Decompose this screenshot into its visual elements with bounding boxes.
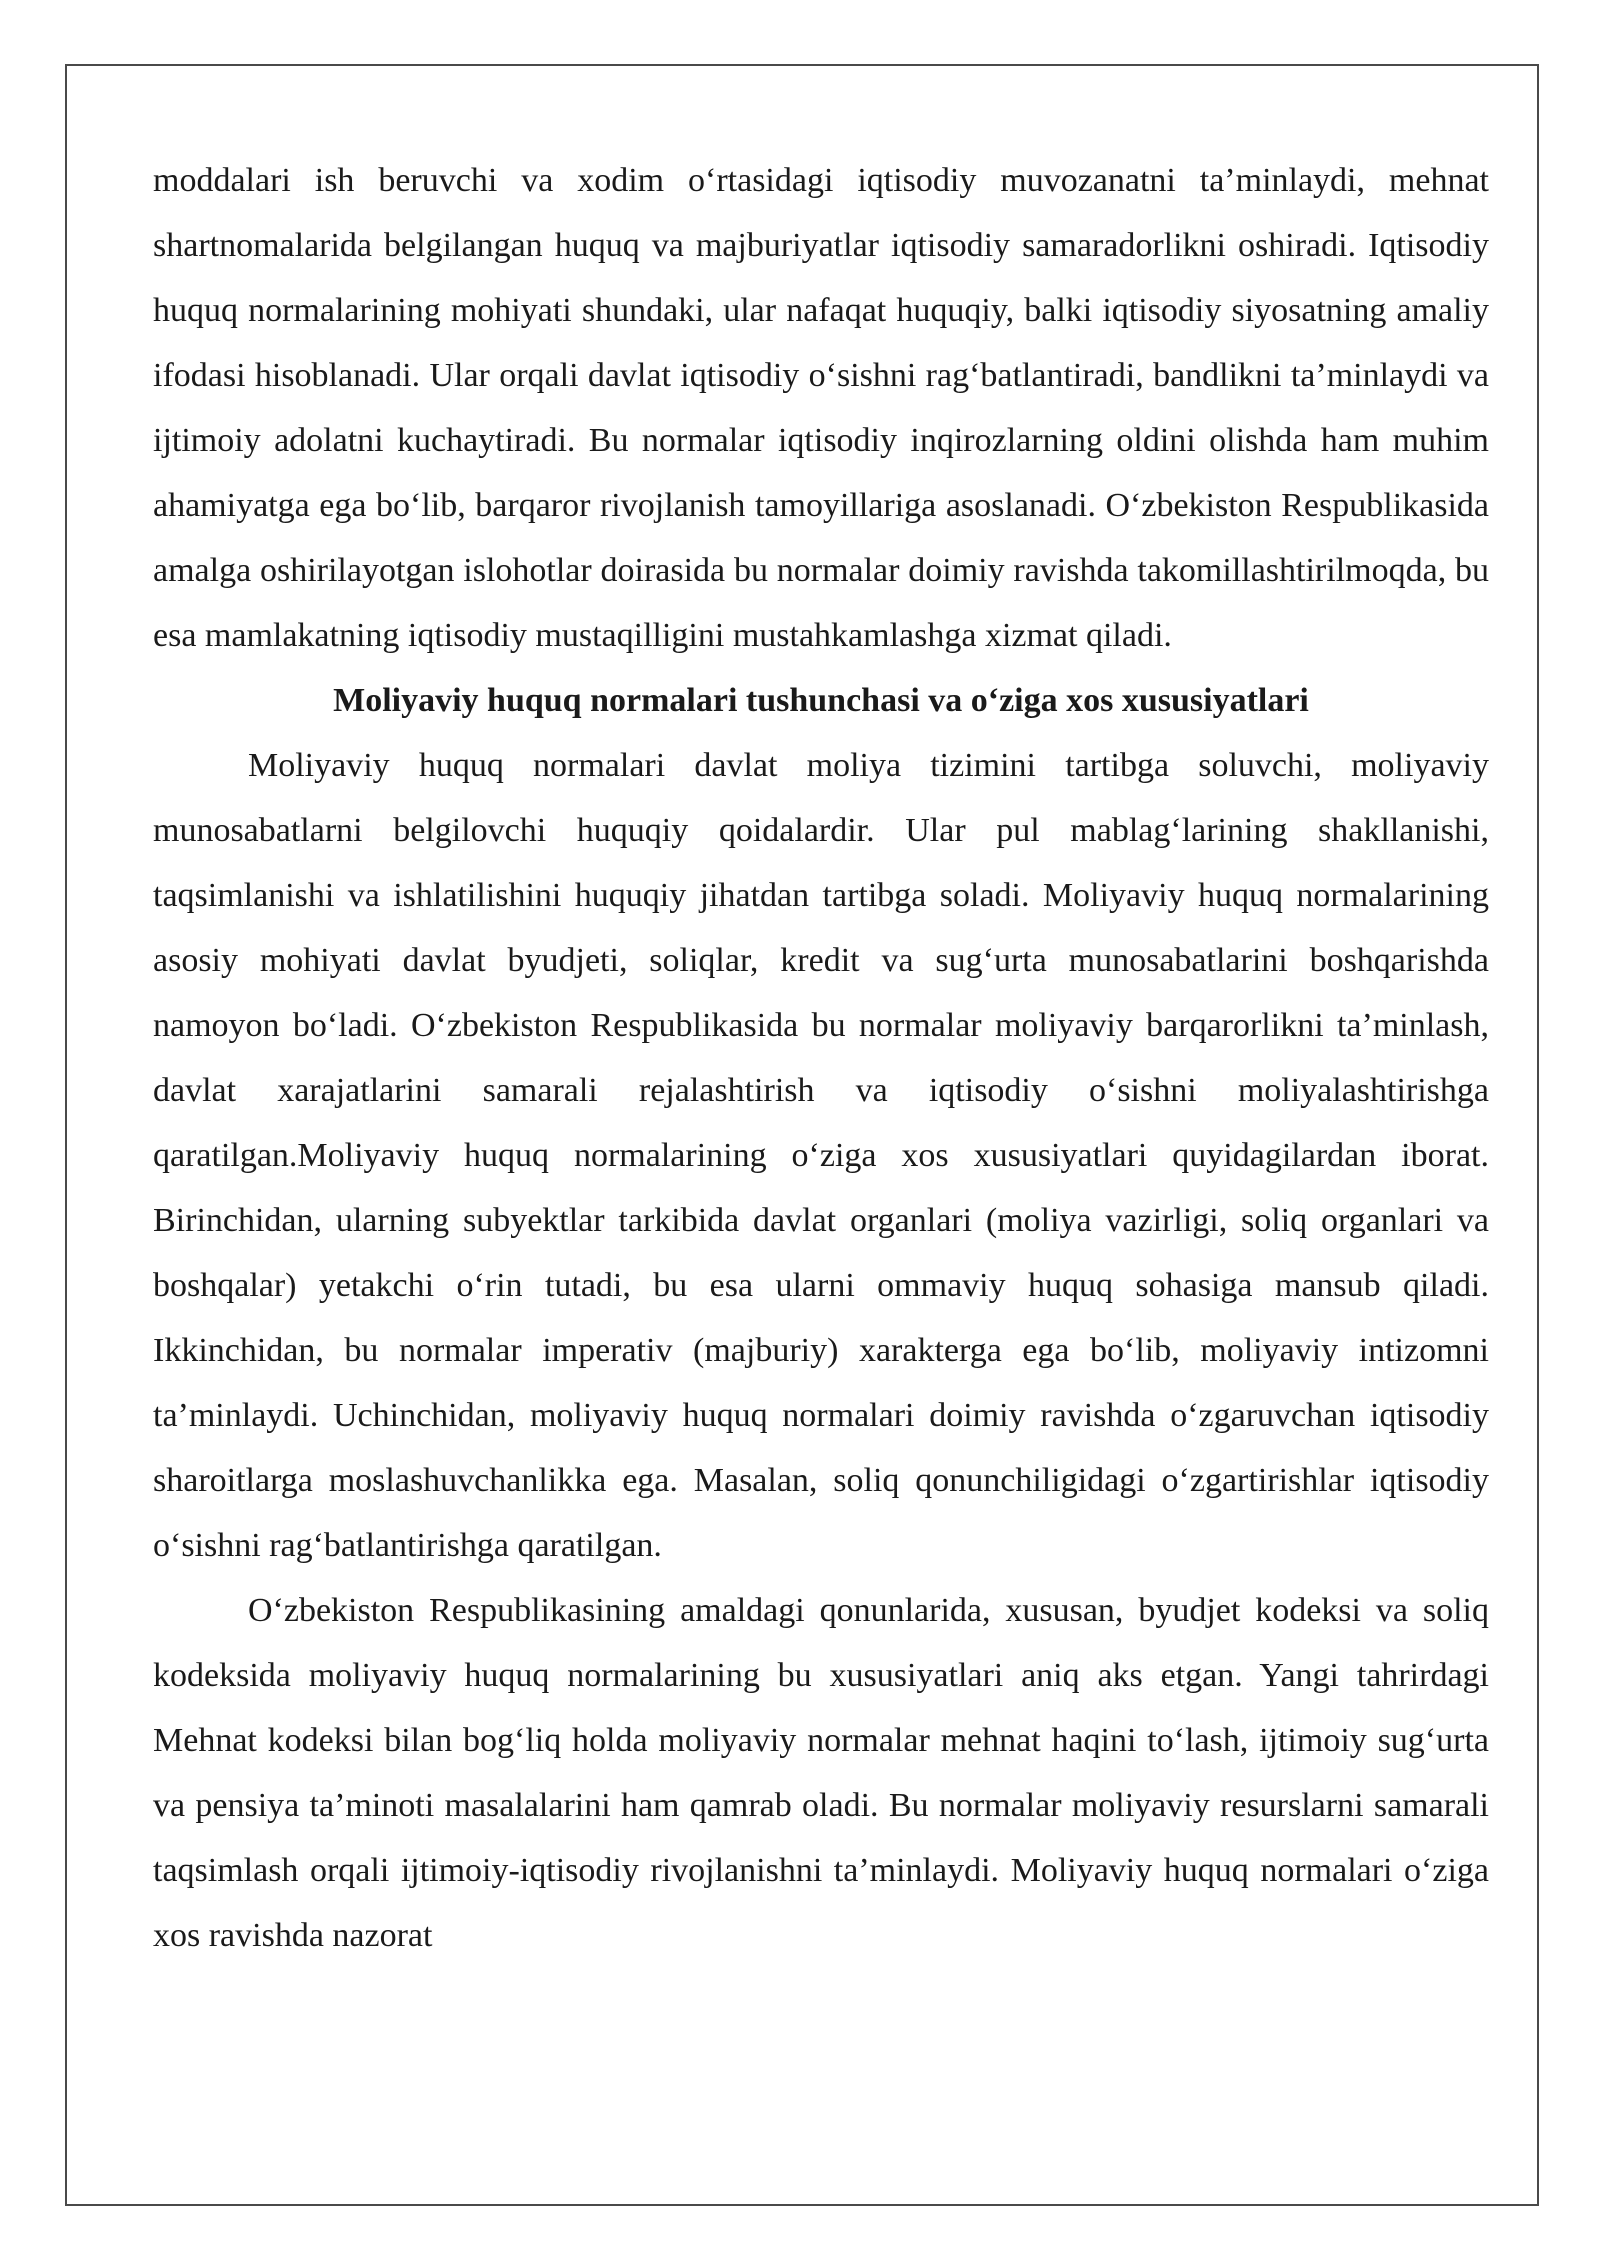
paragraph-continuation: moddalari ish beruvchi va xodim o‘rtasidagi iqtisodiy muvozanatni ta’minlaydi, mehnat shartnomalarida belgilangan huquq va majburiyatlar iqtisodiy samaradorlikni oshiradi. Iqtisodiy huquq normalarining mohiyati shundaki, ular nafaqat huquqiy, balki iqtisodiy siyosatning amaliy ifodasi hisoblanadi. Ular orqali davlat iqtisodiy o‘sishni rag‘batlantiradi, bandlikni ta’minlaydi va ijtimoiy adolatni kuchaytiradi. Bu normalar iqtisodiy inqirozlarning oldini olishda ham muhim ahamiyatga ega bo‘lib, barqaror rivojlanish tamoyillariga asoslanadi. O‘zbekiston Respublikasida amalga oshirilayotgan islohotlar doirasida bu normalar doimiy ravishda takomillashtirilmoqda, bu esa mamlakatning iqtisodiy mustaqilligini mustahkamlashga xizmat qiladi. [153,162,1489,654]
paragraph: Moliyaviy huquq normalari davlat moliya tizimini tartibga soluvchi, moliyaviy munosabatlarni belgilovchi huquqiy qoidalardir. Ular pul mablag‘larining shakllanishi, taqsimlanishi va ishlatilishini huquqiy jihatdan tartibga soladi. Moliyaviy huquq normalarining asosiy mohiyati davlat byudjeti, soliqlar, kredit va sug‘urta munosabatlarini boshqarishda namoyon bo‘ladi. O‘zbekiston Respublikasida bu normalar moliyaviy barqarorlikni ta’minlash, davlat xarajatlarini samarali rejalashtirish va iqtisodiy o‘sishni moliyalashtirishga qaratilgan.Moliyaviy huquq normalarining o‘ziga xos xususiyatlari quyidagilardan iborat. Birinchidan, ularning subyektlar tarkibida davlat organlari (moliya vazirligi, soliq organlari va boshqalar) yetakchi o‘rin tutadi, bu esa ularni ommaviy huquq sohasiga mansub qiladi. Ikkinchidan, bu normalar imperativ (majburiy) xarakterga ega bo‘lib, moliyaviy intizomni ta’minlaydi. Uchinchidan, moliyaviy huquq normalari doimiy ravishda o‘zgaruvchan iqtisodiy sharoitlarga moslashuvchanlikka ega. Masalan, soliq qonunchiligidagi o‘zgartirishlar iqtisodiy o‘sishni rag‘batlantirishga qaratilgan. [153,747,1489,1564]
document-body [153,148,1489,1968]
section-heading: Moliyaviy huquq normalari tushunchasi va o‘ziga xos xususiyatlari [333,682,1309,719]
paragraph: O‘zbekiston Respublikasining amaldagi qonunlarida, xususan, byudjet kodeksi va soliq kodeksida moliyaviy huquq normalarining bu xususiyatlari aniq aks etgan. Yangi tahrirdagi Mehnat kodeksi bilan bog‘liq holda moliyaviy normalar mehnat haqini to‘lash, ijtimoiy sug‘urta va pensiya ta’minoti masalalarini ham qamrab oladi. Bu normalar moliyaviy resurslarni samarali taqsimlash orqali ijtimoiy-iqtisodiy rivojlanishni ta’minlaydi. Moliyaviy huquq normalari o‘ziga xos ravishda nazorat [153,1592,1489,1954]
